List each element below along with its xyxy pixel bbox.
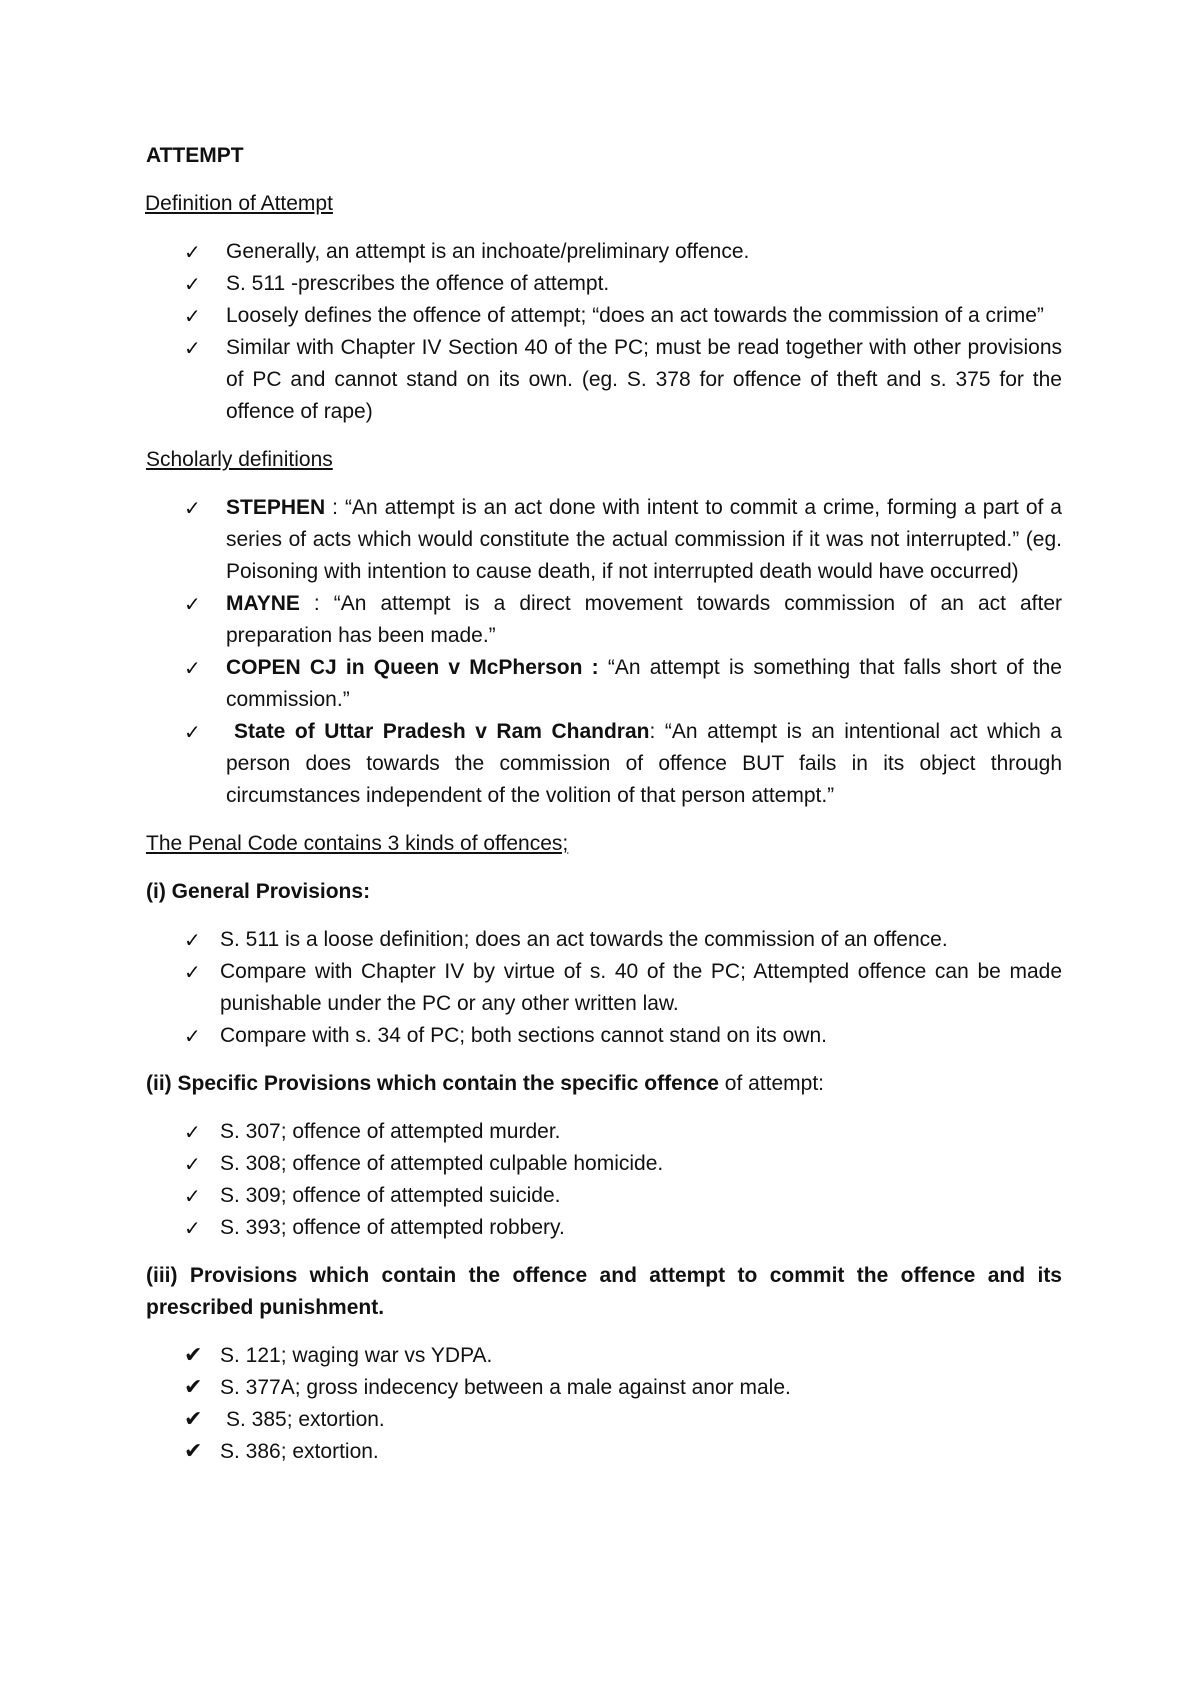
list-item: ✓ S. 511 -prescribes the offence of attempt. [146,268,1062,300]
checkmark-icon: ✓ [184,496,201,520]
checkmark-icon: ✓ [184,1184,201,1208]
provisions-heading: (iii) Provisions which contain the offence and attempt to commit the offence and its prescribed punishment. [146,1264,1062,1319]
scholarly-heading: Scholarly definitions [146,448,333,471]
heavy-checkmark-icon: ✔ [184,1375,203,1400]
list-item: ✓ Similar with Chapter IV Section 40 of the PC; must be read together with other provisions of PC and cannot stand on its own. (eg. S. 378 for offence of theft and s. 375 for the offence of rape) [146,332,1062,428]
kinds-heading: The Penal Code contains 3 kinds of offences; [146,832,569,855]
checkmark-icon: ✓ [184,1024,201,1048]
list-item: ✓ Compare with Chapter IV by virtue of s. 40 of the PC; Attempted offence can be made punishable under the PC or any other written law. [146,956,1062,1020]
checkmark-icon: ✓ [184,960,201,984]
list-item: ✔ S. 385; extortion. [146,1404,1062,1436]
checkmark-icon: ✓ [184,272,201,296]
checkmark-icon: ✓ [184,240,201,264]
heavy-checkmark-icon: ✔ [184,1343,203,1368]
checkmark-icon: ✓ [184,304,201,328]
list-item: ✓ Generally, an attempt is an inchoate/preliminary offence. [146,236,1062,268]
specific-list [146,1116,1062,1244]
checkmark-icon: ✓ [184,928,201,952]
definition-heading: Definition of Attempt [145,192,333,215]
definition-list [146,236,1062,428]
checkmark-icon: ✓ [184,336,201,360]
specific-heading: (ii) Specific Provisions which contain the specific offence of attempt: [146,1072,825,1095]
list-item: ✓ S. 511 is a loose definition; does an act towards the commission of an offence. [146,924,1062,956]
checkmark-icon: ✓ [184,1120,201,1144]
list-item: ✓ S. 307; offence of attempted murder. [146,1116,1062,1148]
heavy-checkmark-icon: ✔ [184,1439,203,1464]
document-page [146,140,1062,1484]
list-item: ✓ S. 393; offence of attempted robbery. [146,1212,1062,1244]
list-item: ✓ COPEN CJ in Queen v McPherson : “An attempt is something that falls short of the commission.” [146,652,1062,716]
scholar-name: MAYNE [226,592,300,615]
list-item: ✓ Loosely defines the offence of attempt; “does an act towards the commission of a crime” [146,300,1062,332]
scholarly-list [146,492,1062,812]
checkmark-icon: ✓ [184,656,201,680]
list-item: ✔ S. 386; extortion. [146,1436,1062,1468]
checkmark-icon: ✓ [184,1152,201,1176]
provisions-list [146,1340,1062,1468]
document-title: ATTEMPT [146,144,244,167]
checkmark-icon: ✓ [184,592,201,616]
checkmark-icon: ✓ [184,720,201,744]
general-list [146,924,1062,1052]
list-item: ✓ State of Uttar Pradesh v Ram Chandran: “An attempt is an intentional act which a person does towards the commission of offence BUT fails in its object through circumstances independent of the volition of that person attempt.” [146,716,1062,812]
case-name: State of Uttar Pradesh v Ram Chandran [234,720,650,743]
list-item: ✓ S. 309; offence of attempted suicide. [146,1180,1062,1212]
scholar-name: STEPHEN [226,496,326,519]
heavy-checkmark-icon: ✔ [184,1407,203,1432]
list-item: ✓ S. 308; offence of attempted culpable homicide. [146,1148,1062,1180]
list-item: ✔ S. 377A; gross indecency between a male against anor male. [146,1372,1062,1404]
checkmark-icon: ✓ [184,1216,201,1240]
list-item: ✓ STEPHEN : “An attempt is an act done with intent to commit a crime, forming a part of a series of acts which would constitute the actual commission if it was not interrupted.” (eg. Poisoning with intention to cause death, if not interrupted death would have occurred) [146,492,1062,588]
general-heading: (i) General Provisions: [146,880,371,903]
scholar-name: COPEN CJ in Queen v McPherson [226,656,583,679]
list-item: ✔ S. 121; waging war vs YDPA. [146,1340,1062,1372]
list-item: ✓ MAYNE : “An attempt is a direct movement towards commission of an act after preparation has been made.” [146,588,1062,652]
list-item: ✓ Compare with s. 34 of PC; both sections cannot stand on its own. [146,1020,1062,1052]
